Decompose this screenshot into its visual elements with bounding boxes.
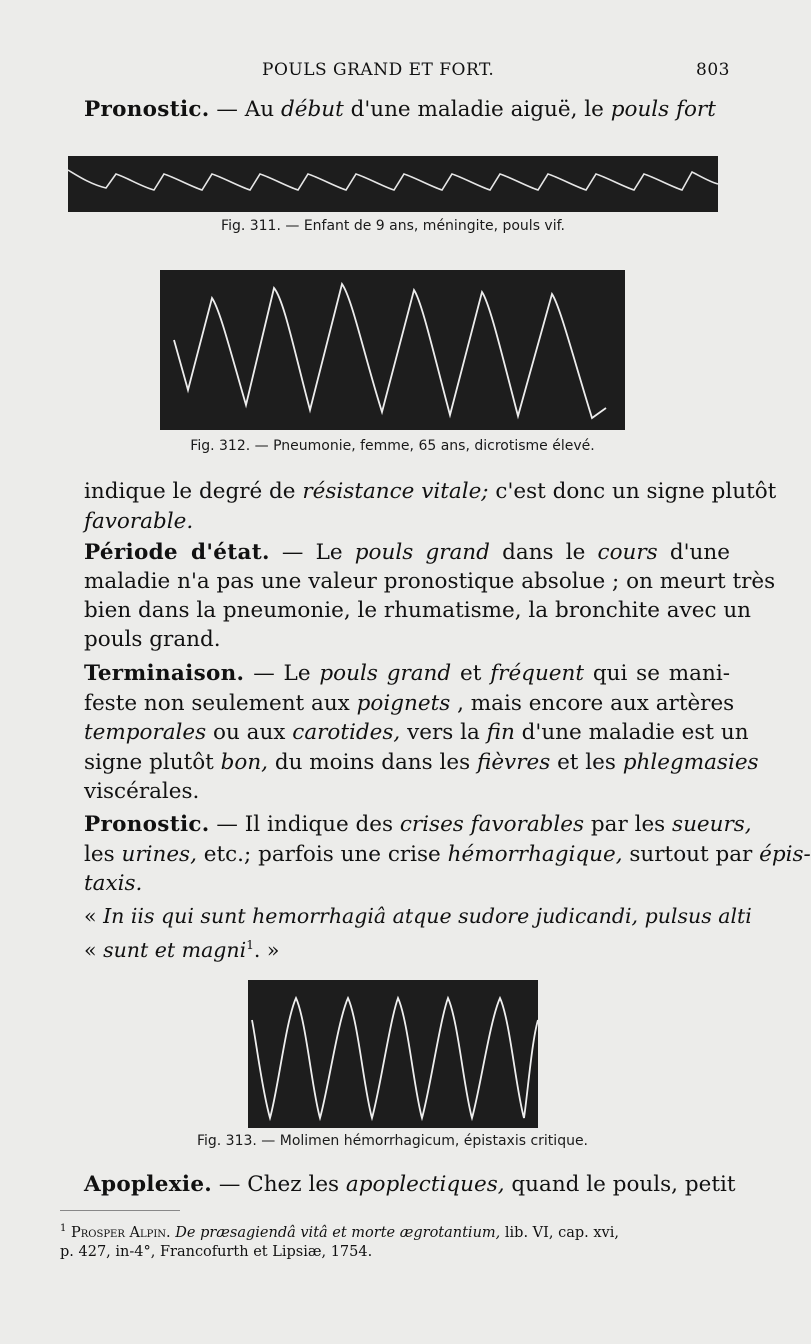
- paragraph-pronostic2-line-3: taxis.: [84, 871, 143, 896]
- paragraph-pronostic-line-1: Pronostic. — Au début d'une maladie aiguë, le pouls fort: [84, 97, 716, 122]
- pulse-trace-313: [248, 980, 538, 1128]
- footnote-line-2: p. 427, in-4°, Francofurth et Lipsiæ, 1754.: [60, 1244, 373, 1260]
- pulse-trace-312: [160, 270, 625, 430]
- section-heading: Apoplexie.: [84, 1172, 213, 1197]
- footnote-line-1: $^1$ Prosper Alpin. De præsagiendâ vitâ et morte ægrotantium, lib. VI, cap. xvi,: [60, 1223, 619, 1241]
- latin-quote-line-2: « sunt et magni$^1$. »: [84, 937, 280, 962]
- paragraph-pronostic2-line-1: Pronostic. — Il indique des crises favorables par les sueurs,: [84, 812, 752, 837]
- section-heading: Pronostic.: [84, 97, 210, 122]
- figure-312-pulse-trace: [160, 270, 625, 430]
- page-number: 803: [696, 60, 730, 80]
- paragraph-periode-line-1: Période d'état. — Le pouls grand dans le cours d'une: [84, 540, 730, 565]
- paragraph-periode-line-3: bien dans la pneumonie, le rhumatisme, la bronchite avec un: [84, 598, 752, 623]
- section-heading: Période d'état.: [84, 540, 270, 565]
- paragraph-periode-line-2: maladie n'a pas une valeur pronostique absolue ; on meurt très: [84, 569, 776, 594]
- pulse-trace-311: [68, 156, 718, 212]
- paragraph-terminaison-line-3: temporales ou aux carotides, vers la fin d'une maladie est un: [84, 720, 749, 745]
- paragraph-terminaison-line-5: viscérales.: [84, 779, 200, 804]
- paragraph-pronostic-line-2: indique le degré de résistance vitale; c'est donc un signe plutôt: [84, 479, 777, 504]
- footnote-reference: 1: [246, 938, 254, 952]
- figure-313-pulse-trace: [248, 980, 538, 1128]
- paragraph-terminaison-line-2: feste non seulement aux poignets , mais encore aux artères: [84, 691, 735, 716]
- running-title: POULS GRAND ET FORT.: [262, 60, 495, 80]
- figure-caption: Fig. 313. — Molimen hémorrhagicum, épistaxis critique.: [196, 1133, 589, 1149]
- figure-caption: Fig. 312. — Pneumonie, femme, 65 ans, dicrotisme élevé.: [190, 438, 595, 454]
- section-heading: Terminaison.: [84, 661, 245, 686]
- paragraph-pronostic2-line-2: les urines, etc.; parfois une crise hémorrhagique, surtout par épis-: [84, 842, 811, 867]
- running-head: [84, 60, 730, 84]
- figure-caption: Fig. 311. — Enfant de 9 ans, méningite, pouls vif.: [221, 218, 565, 234]
- latin-quote-line-1: « In iis qui sunt hemorrhagiâ atque sudore judicandi, pulsus alti: [84, 904, 752, 928]
- section-heading: Pronostic.: [84, 812, 210, 837]
- paragraph-apoplexie-line-1: Apoplexie. — Chez les apoplectiques, quand le pouls, petit: [84, 1172, 736, 1197]
- paragraph-terminaison-line-1: Terminaison. — Le pouls grand et fréquent qui se mani-: [84, 661, 730, 686]
- footnote-rule: [60, 1210, 180, 1211]
- paragraph-periode-line-4: pouls grand.: [84, 627, 221, 652]
- footnote-author: Prosper Alpin.: [70, 1224, 171, 1241]
- paragraph-terminaison-line-4: signe plutôt bon, du moins dans les fièvres et les phlegmasies: [84, 750, 759, 775]
- paragraph-pronostic-line-3: favorable.: [84, 509, 194, 534]
- footnote-mark: 1: [60, 1223, 67, 1234]
- figure-311-pulse-trace: [68, 156, 718, 212]
- footnote-work: De præsagiendâ vitâ et morte ægrotantium,: [170, 1224, 501, 1241]
